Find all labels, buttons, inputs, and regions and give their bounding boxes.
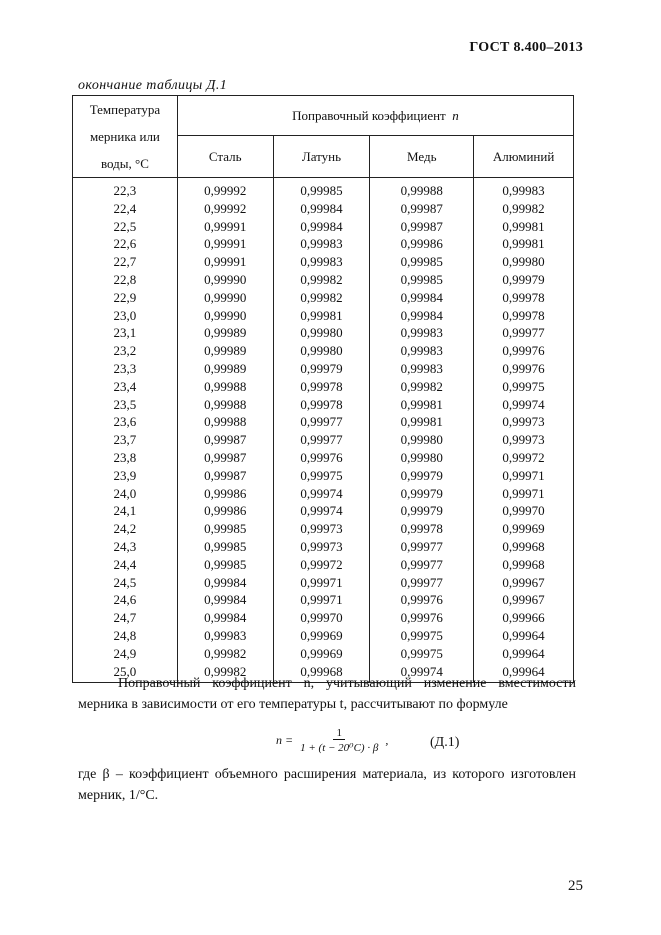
formula-d1 [276,727,388,754]
temperature-cell: 22,4 [73,200,178,218]
formula-numerator: 1 [333,727,345,740]
coefficient-cell: 0,99973 [474,413,574,431]
temperature-cell: 22,9 [73,289,178,307]
table-row [73,467,574,485]
coefficient-cell: 0,99981 [273,307,370,325]
coefficient-cell: 0,99981 [370,396,474,414]
coefficient-cell: 0,99971 [273,591,370,609]
correction-coefficient-table [72,95,574,683]
table-row [73,253,574,271]
coefficient-cell: 0,99990 [177,271,273,289]
temperature-cell: 24,8 [73,627,178,645]
formula-number: (Д.1) [430,735,460,750]
coefficient-cell: 0,99976 [474,342,574,360]
coefficient-cell: 0,99975 [474,378,574,396]
coefficient-cell: 0,99969 [474,520,574,538]
coefficient-cell: 0,99980 [273,342,370,360]
coefficient-cell: 0,99973 [273,520,370,538]
coefficient-group-header-text: Поправочный коэффициент [292,108,446,124]
coefficient-cell: 0,99988 [370,178,474,200]
coefficient-cell: 0,99985 [273,178,370,200]
table-row [73,609,574,627]
coefficient-cell: 0,99981 [370,413,474,431]
coefficient-cell: 0,99971 [273,574,370,592]
coefficient-cell: 0,99972 [474,449,574,467]
table-row [73,218,574,236]
coefficient-cell: 0,99964 [474,627,574,645]
table-row [73,324,574,342]
coefficient-cell: 0,99975 [370,627,474,645]
coefficient-cell: 0,99967 [474,591,574,609]
coefficient-cell: 0,99990 [177,307,273,325]
coefficient-cell: 0,99970 [273,609,370,627]
coefficient-cell: 0,99968 [474,556,574,574]
coefficient-cell: 0,99987 [177,449,273,467]
coefficient-cell: 0,99982 [177,645,273,663]
table-caption: окончание таблицы Д.1 [78,78,228,93]
coefficient-cell: 0,99977 [370,538,474,556]
temperature-cell: 23,7 [73,431,178,449]
standard-code: ГОСТ 8.400–2013 [469,40,583,55]
coefficient-cell: 0,99988 [177,396,273,414]
beta-definition-paragraph: где β – коэффициент объемного расширения материала, из которого изготовлен мерник, 1/°С. [78,767,576,803]
table-row [73,271,574,289]
coefficient-cell: 0,99984 [273,200,370,218]
coefficient-cell: 0,99976 [273,449,370,467]
coefficient-cell: 0,99978 [273,378,370,396]
coefficient-cell: 0,99982 [273,289,370,307]
temperature-cell: 24,9 [73,645,178,663]
coefficient-cell: 0,99975 [370,645,474,663]
coefficient-cell: 0,99977 [474,324,574,342]
coefficient-cell: 0,99979 [273,360,370,378]
coefficient-cell: 0,99983 [273,235,370,253]
coefficient-cell: 0,99977 [273,413,370,431]
coefficient-cell: 0,99982 [177,663,273,683]
coefficient-cell: 0,99964 [474,645,574,663]
temperature-cell: 24,0 [73,485,178,503]
formula-trailing-comma: , [385,733,389,747]
column-header-0: Сталь [177,136,273,178]
coefficient-cell: 0,99980 [370,449,474,467]
coefficient-cell: 0,99976 [474,360,574,378]
coefficient-cell: 0,99971 [474,485,574,503]
table-row [73,342,574,360]
column-header-3: Алюминий [474,136,574,178]
temperature-cell: 23,6 [73,413,178,431]
formula-lhs: n = [276,733,294,747]
coefficient-cell: 0,99989 [177,342,273,360]
table-row [73,235,574,253]
coefficient-cell: 0,99991 [177,253,273,271]
temperature-cell: 22,6 [73,235,178,253]
temperature-cell: 23,3 [73,360,178,378]
temperature-cell: 22,3 [73,178,178,200]
table-row [73,627,574,645]
coefficient-cell: 0,99984 [177,574,273,592]
table-row [73,431,574,449]
coefficient-cell: 0,99990 [177,289,273,307]
coefficient-cell: 0,99970 [474,502,574,520]
coefficient-cell: 0,99973 [474,431,574,449]
formula-intro-paragraph: Поправочный коэффициент n, учитывающий изменение вместимости мерника в зависимости от его температуры t, рассчитывают по формуле [78,676,576,712]
coefficient-cell: 0,99986 [177,485,273,503]
temperature-cell: 24,3 [73,538,178,556]
coefficient-cell: 0,99984 [370,307,474,325]
temperature-cell: 24,7 [73,609,178,627]
coefficient-cell: 0,99987 [177,431,273,449]
coefficient-cell: 0,99992 [177,200,273,218]
temperature-cell: 24,2 [73,520,178,538]
coefficient-cell: 0,99967 [474,574,574,592]
coefficient-cell: 0,99984 [370,289,474,307]
coefficient-cell: 0,99987 [177,467,273,485]
temperature-cell: 22,7 [73,253,178,271]
coefficient-cell: 0,99978 [370,520,474,538]
coefficient-cell: 0,99979 [370,467,474,485]
coefficient-cell: 0,99968 [273,663,370,683]
table-row [73,556,574,574]
table-row [73,574,574,592]
table-row [73,485,574,503]
table-row [73,178,574,200]
table-row [73,645,574,663]
coefficient-cell: 0,99986 [177,502,273,520]
column-header-2: Медь [370,136,474,178]
coefficient-cell: 0,99974 [273,502,370,520]
temperature-cell: 23,4 [73,378,178,396]
coefficient-cell: 0,99989 [177,324,273,342]
coefficient-cell: 0,99968 [474,538,574,556]
coefficient-cell: 0,99974 [273,485,370,503]
coefficient-cell: 0,99980 [273,324,370,342]
coefficient-cell: 0,99979 [474,271,574,289]
coefficient-cell: 0,99984 [177,591,273,609]
coefficient-cell: 0,99977 [273,431,370,449]
coefficient-cell: 0,99983 [370,324,474,342]
coefficient-cell: 0,99986 [370,235,474,253]
column-header-1: Латунь [273,136,370,178]
table-row [73,502,574,520]
table-row [73,520,574,538]
table-row [73,289,574,307]
coefficient-cell: 0,99971 [474,467,574,485]
coefficient-cell: 0,99974 [474,396,574,414]
coefficient-cell: 0,99985 [370,271,474,289]
coefficient-cell: 0,99985 [177,538,273,556]
temperature-cell: 23,8 [73,449,178,467]
coefficient-cell: 0,99966 [474,609,574,627]
temperature-cell: 23,1 [73,324,178,342]
coefficient-cell: 0,99964 [474,663,574,683]
coefficient-cell: 0,99983 [273,253,370,271]
coefficient-cell: 0,99981 [474,235,574,253]
coefficient-cell: 0,99976 [370,609,474,627]
coefficient-cell: 0,99975 [273,467,370,485]
coefficient-cell: 0,99982 [474,200,574,218]
formula-fraction [297,727,381,754]
coefficient-cell: 0,99987 [370,218,474,236]
temperature-cell: 23,2 [73,342,178,360]
coefficient-cell: 0,99985 [370,253,474,271]
temperature-cell: 24,6 [73,591,178,609]
coefficient-cell: 0,99977 [370,556,474,574]
temperature-cell: 24,5 [73,574,178,592]
temperature-cell: 25,0 [73,663,178,683]
table-row [73,396,574,414]
coefficient-cell: 0,99981 [474,218,574,236]
coefficient-cell: 0,99978 [474,307,574,325]
coefficient-cell: 0,99987 [370,200,474,218]
table-row [73,538,574,556]
temperature-cell: 23,0 [73,307,178,325]
coefficient-cell: 0,99982 [273,271,370,289]
coefficient-cell: 0,99979 [370,485,474,503]
coefficient-cell: 0,99983 [370,342,474,360]
page-number: 25 [568,878,583,894]
coefficient-cell: 0,99969 [273,627,370,645]
coefficient-cell: 0,99983 [370,360,474,378]
coefficient-cell: 0,99979 [370,502,474,520]
temperature-cell: 23,9 [73,467,178,485]
coefficient-cell: 0,99969 [273,645,370,663]
table-row [73,413,574,431]
temperature-cell: 22,8 [73,271,178,289]
coefficient-cell: 0,99978 [474,289,574,307]
coefficient-group-header [177,96,573,136]
temperature-cell: 24,1 [73,502,178,520]
coefficient-cell: 0,99984 [177,609,273,627]
coefficient-cell: 0,99992 [177,178,273,200]
coefficient-cell: 0,99977 [370,574,474,592]
coefficient-cell: 0,99985 [177,556,273,574]
coefficient-cell: 0,99991 [177,235,273,253]
table-row [73,307,574,325]
table-row [73,378,574,396]
coefficient-cell: 0,99983 [177,627,273,645]
coefficient-cell: 0,99980 [370,431,474,449]
temperature-cell: 23,5 [73,396,178,414]
coefficient-cell: 0,99972 [273,556,370,574]
table-row [73,591,574,609]
temperature-column-header: Температура мерника или воды, °С [73,96,178,178]
coefficient-cell: 0,99988 [177,413,273,431]
coefficient-cell: 0,99988 [177,378,273,396]
coefficient-cell: 0,99989 [177,360,273,378]
coefficient-cell: 0,99983 [474,178,574,200]
table-row [73,449,574,467]
coefficient-cell: 0,99976 [370,591,474,609]
coefficient-cell: 0,99984 [273,218,370,236]
coefficient-symbol: n [452,108,459,124]
coefficient-cell: 0,99991 [177,218,273,236]
table-row [73,360,574,378]
coefficient-cell: 0,99982 [370,378,474,396]
temperature-cell: 24,4 [73,556,178,574]
coefficient-cell: 0,99980 [474,253,574,271]
coefficient-cell: 0,99978 [273,396,370,414]
coefficient-cell: 0,99973 [273,538,370,556]
coefficient-cell: 0,99985 [177,520,273,538]
formula-denominator: 1 + (t − 20⁰C) · β [300,742,379,754]
table-row [73,200,574,218]
coefficient-cell: 0,99974 [370,663,474,683]
temperature-cell: 22,5 [73,218,178,236]
